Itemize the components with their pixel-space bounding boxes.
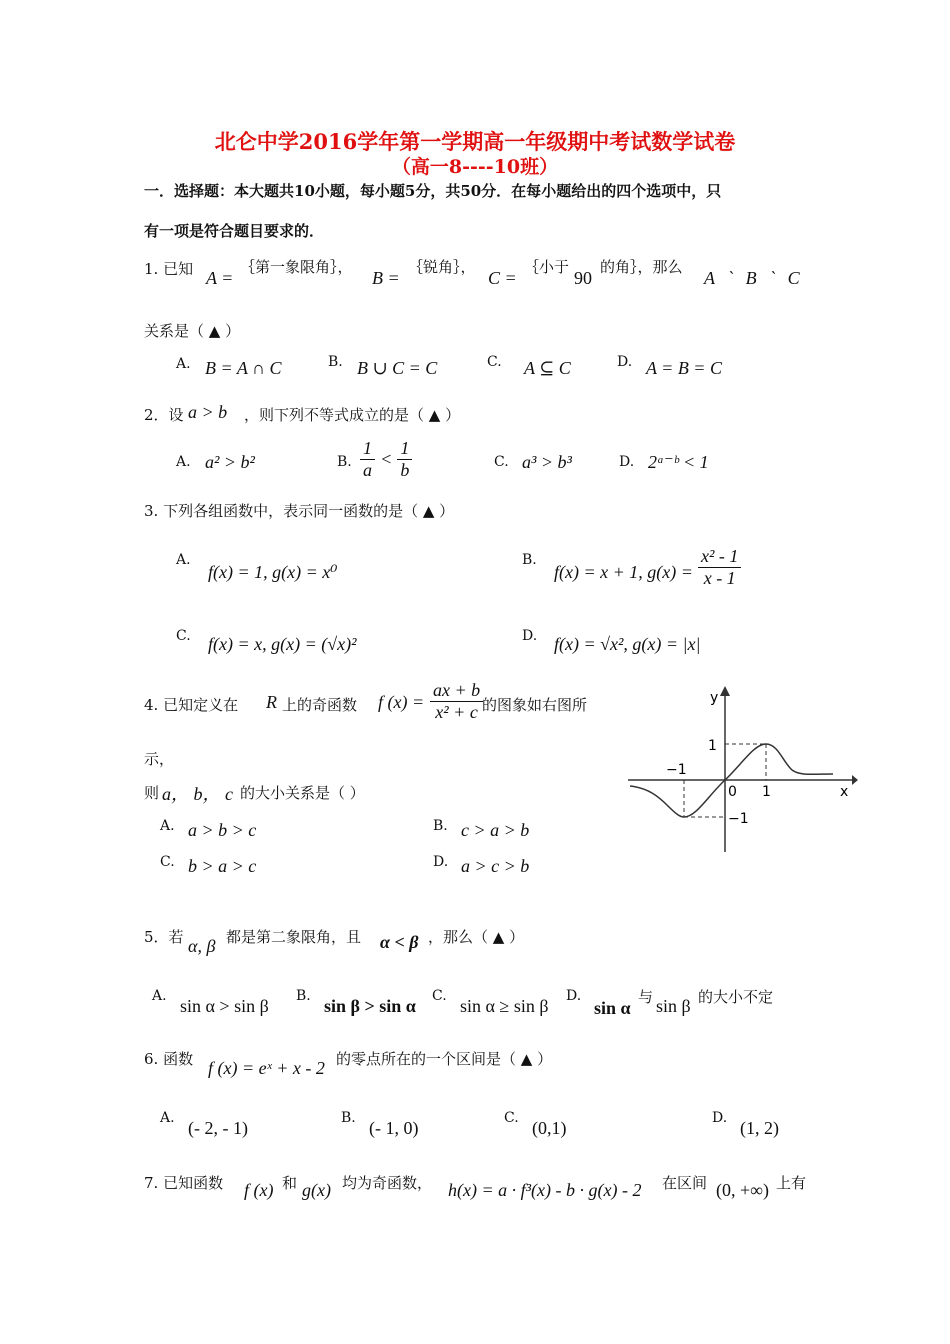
q3-option-d-label: D. (522, 628, 538, 644)
q2-option-c-label: C. (494, 454, 509, 470)
q1-set-c-text2: 的角｝，那么 (600, 258, 683, 276)
q5-option-b: sin β > sin α (324, 996, 416, 1016)
q5-option-c: sin α ≥ sin β (460, 996, 549, 1016)
q4-mid: 上的奇函数 (282, 696, 358, 714)
q2-stem: ，则下列不等式成立的是（ ▲ ） (244, 406, 461, 424)
q1-set-a: A = (206, 268, 234, 288)
q5-option-d-label: D. (566, 988, 582, 1004)
q2-b-den2: b (400, 460, 410, 480)
q5-option-a-label: A. (152, 988, 167, 1004)
q6-option-b-label: B. (341, 1110, 356, 1126)
q4-option-c-label: C. (160, 854, 175, 870)
q4-f: f (x) = (378, 692, 425, 712)
q5-mid: 都是第二象限角，且 (226, 928, 362, 946)
q5-option-a: sin α > sin β (180, 996, 269, 1016)
graph-label-origin: 0 (728, 784, 737, 800)
q7-h: h(x) = a · f³(x) - b · g(x) - 2 (448, 1180, 642, 1200)
q4-option-d: a > c > b (461, 856, 530, 876)
q6-option-c: (0,1) (532, 1118, 567, 1138)
q1-option-b: B ∪ C = C (357, 358, 438, 378)
q7-interval: (0, +∞) (716, 1180, 769, 1200)
q4-line3-vars: a， b， c (162, 784, 233, 804)
exam-title: 北仑中学2016学年第一学期高一年级期中考试数学试卷 (214, 129, 736, 154)
q4-function-graph (628, 686, 858, 856)
q4-r: R (266, 692, 277, 712)
q5-option-c-label: C. (432, 988, 447, 1004)
q3-stem: 3. 下列各组函数中，表示同一函数的是（ ▲ ） (144, 502, 455, 520)
q6-option-a-label: A. (160, 1110, 175, 1126)
q1-option-c-label: C. (487, 354, 502, 370)
q2-option-b (360, 438, 412, 481)
q2-prefix: 2．设 (144, 406, 184, 424)
q1-option-a-label: A. (176, 356, 191, 372)
graph-label-x-one: 1 (762, 784, 771, 800)
graph-label-y-neg-one: −1 (728, 811, 749, 827)
q6-function: f (x) = eˣ + x - 2 (208, 1058, 325, 1078)
q4-den: x² + c (435, 702, 478, 722)
q3-option-c-label: C. (176, 628, 191, 644)
q2-option-b-label: B. (337, 454, 352, 470)
q1-option-d-label: D. (617, 354, 633, 370)
q7-post: 上有 (776, 1174, 807, 1192)
q4-option-c: b > a > c (188, 856, 257, 876)
q6-option-a: (- 2, - 1) (188, 1118, 248, 1138)
q3-option-c: f(x) = x, g(x) = (√x)² (208, 634, 357, 654)
q1-relation: 关系是（ ▲ ） (144, 322, 241, 340)
q5-option-d-text: 的大小不定 (698, 988, 774, 1006)
q3-b-num: x² - 1 (698, 546, 741, 568)
graph-label-y-one: 1 (708, 738, 717, 754)
q4-fraction (430, 680, 483, 723)
q2-b-num1: 1 (360, 438, 375, 460)
q1-ninety: 90 (574, 268, 592, 288)
q7-g: g(x) (302, 1180, 331, 1200)
q4-line2: 示， (144, 750, 175, 768)
q5-option-d-sin-beta: sin β (656, 996, 691, 1016)
q1-set-a-text: ｛第一象限角｝， (240, 258, 353, 276)
q4-option-a: a > b > c (188, 820, 257, 840)
q4-option-a-label: A. (160, 818, 175, 834)
q6-option-d-label: D. (712, 1110, 728, 1126)
q1-set-b: B = (372, 268, 400, 288)
q4-option-b-label: B. (433, 818, 448, 834)
q2-option-c: a³ > b³ (522, 452, 572, 472)
q3-option-b: f(x) = x + 1, g(x) = (554, 562, 693, 582)
q2-option-d-label: D. (619, 454, 635, 470)
q1-set-b-text: ｛锐角｝， (408, 258, 476, 276)
q1-option-b-label: B. (328, 354, 343, 370)
q2-option-d: 2ᵃ⁻ᵇ < 1 (648, 452, 709, 472)
q2-b-op: < (380, 449, 393, 469)
section-heading-line1: 一．选择题：本大题共10小题，每小题5分，共50分．在每小题给出的四个选项中，只 (144, 182, 722, 200)
q1-option-c: A ⊆ C (524, 358, 571, 378)
q4-prefix: 4. 已知定义在 (144, 696, 239, 714)
q2-option-a-label: A. (176, 454, 191, 470)
q7-mid: 均为奇函数， (342, 1174, 433, 1192)
q5-prefix: 5．若 (144, 928, 184, 946)
graph-y-arrow (720, 686, 730, 696)
q2-option-a: a² > b² (205, 452, 255, 472)
q7-mid2: 在区间 (662, 1174, 708, 1192)
q5-option-b-label: B. (296, 988, 311, 1004)
q1-abc: A ` B ` C (704, 268, 804, 288)
q3-option-b-label: B. (522, 552, 537, 568)
q5-option-d-and: 与 (638, 988, 654, 1006)
q1-set-c-text1: ｛小于 (524, 258, 570, 276)
graph-label-y: y (710, 690, 719, 706)
q6-option-c-label: C. (504, 1110, 519, 1126)
q4-post: 的图象如右图所 (482, 696, 588, 714)
graph-x-arrow (852, 775, 858, 785)
q1-number: 1. 已知 (144, 260, 194, 278)
q6-option-b: (- 1, 0) (369, 1118, 419, 1138)
q4-option-d-label: D. (433, 854, 449, 870)
q7-prefix: 7. 已知函数 (144, 1174, 224, 1192)
q7-f: f (x) (244, 1180, 274, 1200)
q2-b-num2: 1 (397, 438, 412, 460)
q5-vars: α, β (188, 936, 216, 956)
q6-stem: 的零点所在的一个区间是（ ▲ ） (336, 1050, 553, 1068)
exam-subtitle: （高一8----10班） (391, 156, 559, 178)
q5-condition: α < β (380, 932, 419, 952)
q4-line3-post: 的大小关系是（ ） (240, 784, 365, 802)
q2-condition: a > b (188, 402, 228, 422)
q3-option-a: f(x) = 1, g(x) = x⁰ (208, 562, 338, 582)
q1-option-a: B = A ∩ C (205, 358, 282, 378)
graph-label-x: x (840, 784, 849, 800)
q6-prefix: 6. 函数 (144, 1050, 194, 1068)
q4-num: ax + b (430, 680, 483, 702)
q7-and: 和 (282, 1174, 298, 1192)
q6-option-d: (1, 2) (740, 1118, 779, 1138)
q3-b-den: x - 1 (703, 568, 736, 588)
q5-option-d-sin-alpha: sin α (594, 998, 631, 1018)
q3-option-a-label: A. (176, 552, 191, 568)
q4-option-b: c > a > b (461, 820, 530, 840)
q4-line3-prefix: 则 (144, 784, 160, 802)
q3-option-b-fraction (698, 546, 741, 589)
section-heading-line2: 有一项是符合题目要求的． (144, 222, 325, 240)
q5-stem: ，那么（ ▲ ） (428, 928, 525, 946)
q1-set-c: C = (488, 268, 517, 288)
q2-b-den1: a (363, 460, 372, 480)
graph-label-x-neg-one: −1 (666, 762, 687, 778)
q1-option-d: A = B = C (646, 358, 722, 378)
q3-option-d: f(x) = √x², g(x) = |x| (554, 634, 701, 654)
